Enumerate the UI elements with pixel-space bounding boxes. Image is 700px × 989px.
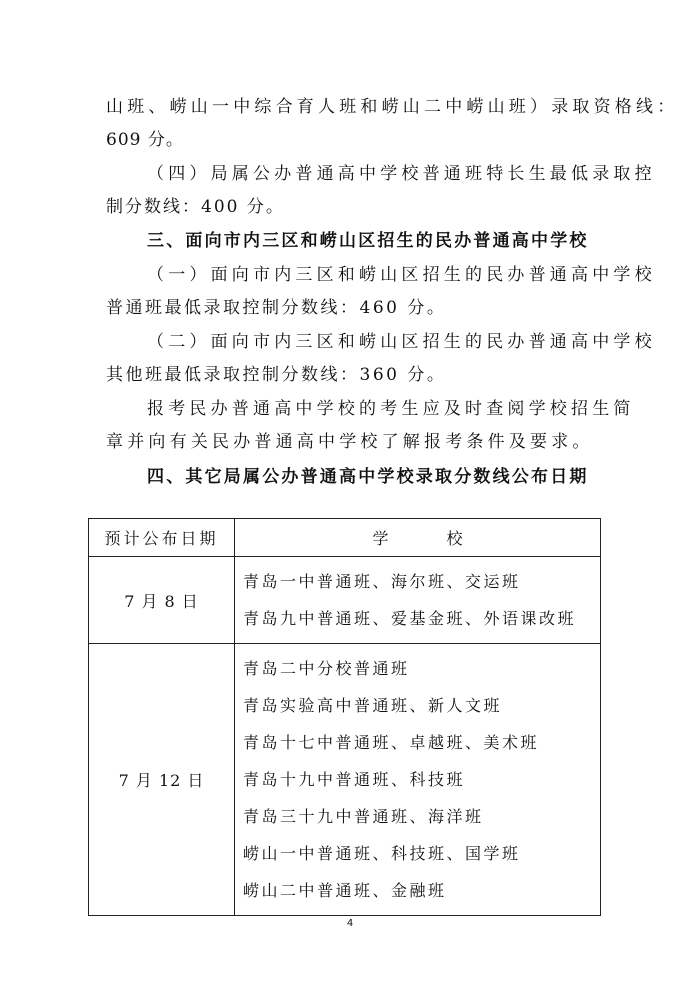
paragraph-line: （四）局属公办普通高中学校普通班特长生最低录取控 [147, 164, 656, 184]
school-item: 青岛三十九中普通班、海洋班 [243, 807, 484, 826]
paragraph-line: 普通班最低录取控制分数线：460 分。 [106, 298, 447, 318]
paragraph-line: 章并向有关民办普通高中学校了解报考条件及要求。 [106, 432, 594, 452]
header-school-char: 校 [446, 529, 463, 548]
paragraph-line: 报考民办普通高中学校的考生应及时查阅学校招生简 [147, 399, 635, 419]
section-heading-4: 四、其它局属公办普通高中学校录取分数线公布日期 [147, 467, 589, 487]
school-item: 崂山一中普通班、科技班、国学班 [243, 844, 521, 863]
section-heading-3: 三、面向市内三区和崂山区招生的民办普通高中学校 [147, 231, 589, 251]
school-item: 青岛二中分校普通班 [243, 659, 410, 678]
school-list [235, 557, 601, 644]
date-cell: 7 月 8 日 [89, 557, 235, 644]
table-header-row [89, 519, 601, 557]
school-item: 青岛十七中普通班、卓越班、美术班 [243, 733, 540, 752]
paragraph-line: 制分数线：400 分。 [106, 197, 285, 217]
table-row [89, 644, 601, 916]
school-item: 青岛十九中普通班、科技班 [243, 770, 466, 789]
school-item: 青岛实验高中普通班、新人文班 [243, 696, 503, 715]
paragraph-line: 山班、崂山一中综合育人班和崂山二中崂山班）录取资格线： [106, 97, 679, 117]
paragraph-line: 609 分。 [106, 130, 184, 150]
school-list [235, 644, 601, 916]
table-row [89, 557, 601, 644]
header-school [235, 519, 601, 557]
paragraph-line: 其他班最低录取控制分数线：360 分。 [106, 365, 447, 385]
paragraph-line: （二）面向市内三区和崂山区招生的民办普通高中学校 [147, 332, 656, 352]
date-cell: 7 月 12 日 [89, 644, 235, 916]
header-date: 预计公布日期 [89, 519, 235, 557]
school-item: 青岛一中普通班、海尔班、交运班 [243, 572, 521, 591]
school-item: 崂山二中普通班、金融班 [243, 881, 447, 900]
page-number: 4 [346, 918, 354, 929]
publish-date-table [88, 518, 601, 916]
paragraph-line: （一）面向市内三区和崂山区招生的民办普通高中学校 [147, 265, 656, 285]
school-item: 青岛九中普通班、爱基金班、外语课改班 [243, 609, 577, 628]
header-school-char: 学 [372, 529, 389, 548]
